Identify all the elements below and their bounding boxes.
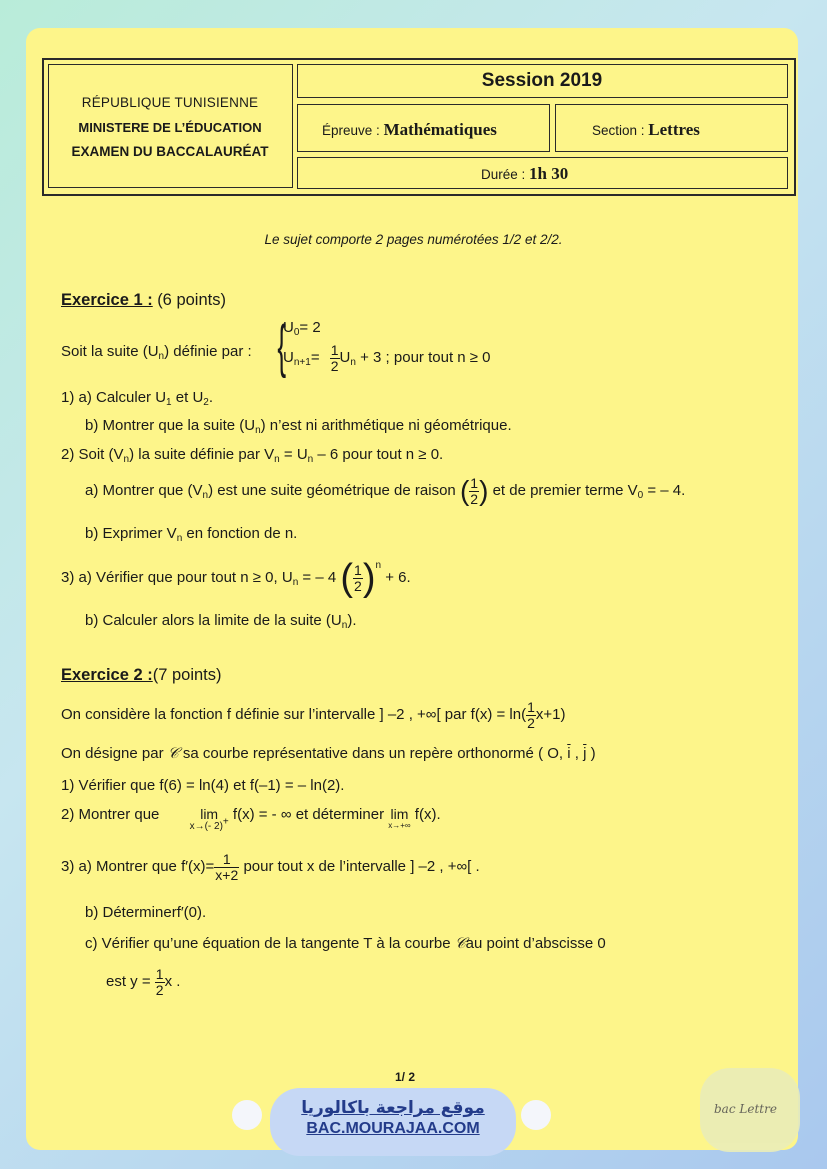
question-1b: b) Montrer que la suite $(U_n)$ n’est ni arithmétique ni géométrique. xyxy=(85,417,512,436)
u0-line: $U_0= 2$ xyxy=(283,319,321,338)
exercise-2-points: (7 points) xyxy=(152,666,222,684)
right-logo-icon xyxy=(521,1100,551,1130)
function-definition: On considère la fonction f définie sur l’intervalle ] –2 , +∞[ par f(x) = ln( $\frac{1}{2}$ x+1) xyxy=(61,699,566,731)
session: Session 2019 xyxy=(481,70,603,91)
duree-value: 1h 30 xyxy=(529,164,569,183)
question-1a: 1) a) Calculer $U_1$ et $U_2$. xyxy=(61,389,214,408)
exercise-1-heading xyxy=(61,291,226,310)
ex2-question-1: 1) Vérifier que f(6) = ln(4) et f(–1) = – ln(2). xyxy=(61,777,345,794)
epreuve-box xyxy=(297,104,550,152)
exam-name: EXAMEN DU BACCALAURÉAT xyxy=(71,144,269,159)
question-2a: a) Montrer que $(V_n)$ est une suite géométrique de raison ( $\frac{1}{2}$ ) et de premier terme $V_0$ = – 4. xyxy=(85,475,686,507)
ex2-question-3a: 3) a) Montrer que f′(x)= $\frac{1}{x+2}$ pour tout x de l’intervalle ] –2 , +∞[ . xyxy=(61,851,480,883)
ex2-question-3b: b) Déterminerf′(0). xyxy=(85,904,207,921)
footer-site-link[interactable]: BAC.MOURAJAA.COM xyxy=(306,1120,480,1137)
left-logo-icon xyxy=(232,1100,262,1130)
header-left-box xyxy=(48,64,293,188)
duree-box xyxy=(297,157,788,189)
question-3a: 3) a) Vérifier que pour tout n ≥ 0, $U_n$ = – 4 ( $\frac{1}{2}$ )$^n$ + 6. xyxy=(61,557,411,600)
exercise-1-points: (6 points) xyxy=(157,291,226,309)
header-box xyxy=(42,58,796,196)
exercise-2-title: Exercice 2 : xyxy=(61,666,153,684)
ministry: MINISTERE DE L’ÉDUCATION xyxy=(78,120,262,135)
epreuve-label: Épreuve : xyxy=(322,123,380,138)
duree-label: Durée : xyxy=(481,167,526,182)
exercise-2-heading xyxy=(61,666,222,685)
page-number: 1/ 2 xyxy=(394,1070,415,1084)
intro-text: Le sujet comporte 2 pages numérotées 1/2 et 2/2. xyxy=(264,232,563,247)
exercise-1-title: Exercice 1 : xyxy=(61,291,153,309)
bac-lettre-logo: bac Lettre xyxy=(700,1068,800,1152)
question-3b: b) Calculer alors la limite de la suite $(U_n)$. xyxy=(85,612,357,631)
sequence-definition-label: Soit la suite $(U_n)$ définie par : xyxy=(61,343,252,362)
brace: { xyxy=(277,314,287,379)
session-box xyxy=(297,64,788,98)
section-box xyxy=(555,104,788,152)
section-value: Lettres xyxy=(648,120,700,139)
country: RÉPUBLIQUE TUNISIENNE xyxy=(81,95,259,110)
footer-arabic: موقع مراجعة باكالوريا xyxy=(301,1098,485,1118)
recurrence-line: $U_{n+1}=$ $\frac{1}{2}$ $U_n + 3$ ; pour tout n ≥ 0 xyxy=(283,342,491,374)
question-2: 2) Soit $(V_n)$ la suite définie par $V_n = U_n - 6$ pour tout n ≥ 0. xyxy=(61,446,444,465)
question-2b: b) Exprimer $V_n$ en fonction de n. xyxy=(85,525,298,544)
epreuve-value: Mathématiques xyxy=(383,120,497,139)
ex2-question-2: 2) Montrer que lim x→(- 2)+ f(x) = - ∞ et déterminer lim x→+∞ f(x). xyxy=(61,806,441,832)
section-label: Section : xyxy=(592,123,645,138)
curve-definition: On désigne par 𝒞 sa courbe représentative dans un repère orthonormé ( O, $\overline{i}$ , $\overline{j}$ ) xyxy=(61,744,596,762)
ex2-question-3c-equation: est y = $\frac{1}{2}$ x . xyxy=(106,966,181,998)
footer-banner[interactable] xyxy=(270,1088,516,1156)
ex2-question-3c: c) Vérifier qu’une équation de la tangente T à la courbe 𝒞au point d’abscisse 0 xyxy=(85,934,606,952)
